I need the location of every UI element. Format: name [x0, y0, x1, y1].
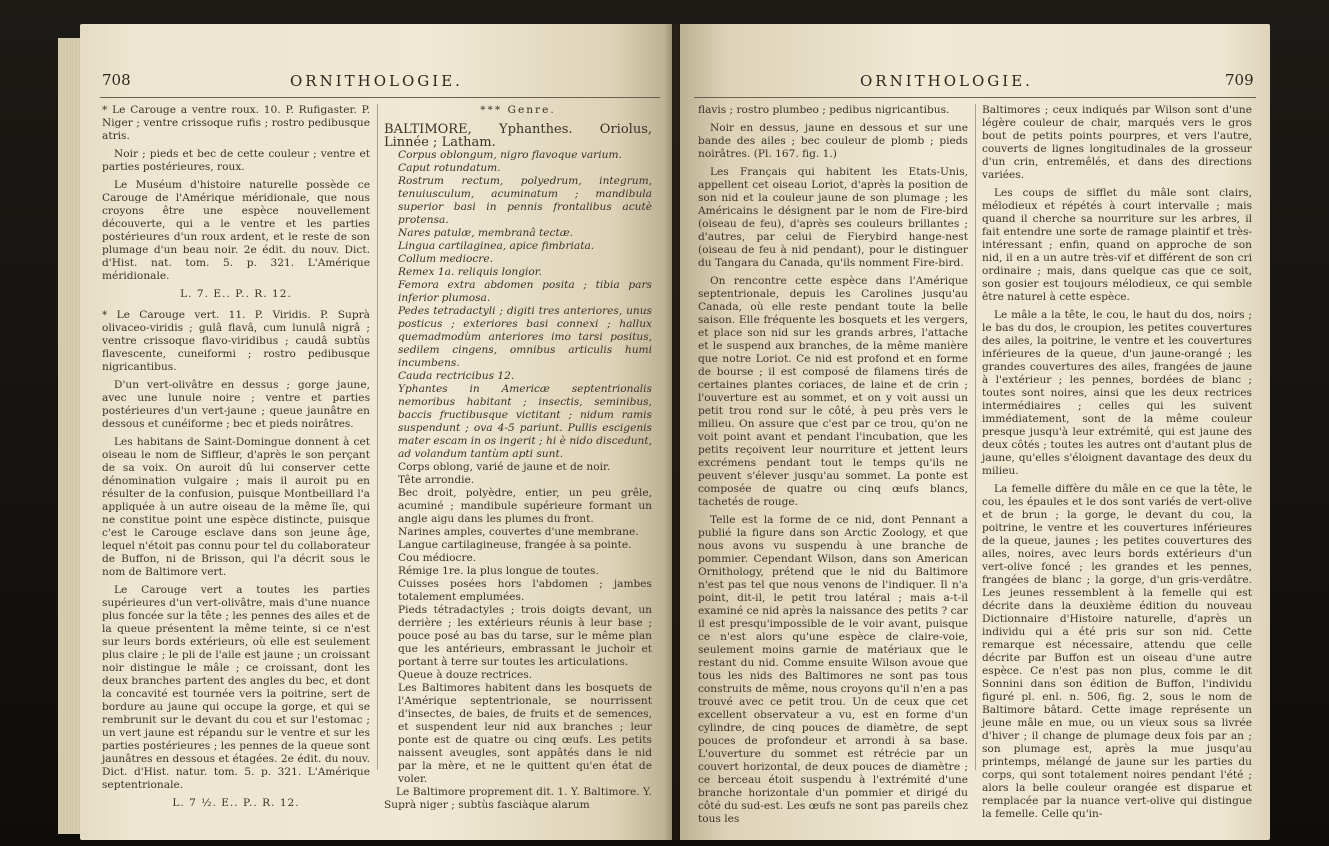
- text-paragraph: On rencontre cette espèce dans l'Amérique septentrionale, depuis les Carolines jusqu'au Canada, où elle reste pendant toute la belle saison. Elle fréquente les bosquets et les vergers, et place son nid sur les grands arbres, l'attache et le suspend aux branches, de la même manière que notre Loriot. Ce nid est profond et en forme de bourse ; il est composé de filamens tirés de certaines plantes coriaces, de laine et de crin ; l'ouverture est au sommet, et on y voit aussi un petit trou rond sur le côté, à peu près vers le milieu. On assure que c'est par ce trou, qu'on ne voit point avant et pendant l'incubation, que les petits reçoivent leur nourriture et jettent leurs excrémens pendant tout le temps qu'ils ne peuvent s'élever jusqu'au sommet. La ponte est composée de quatre ou cinq œufs blancs, tachetés de rouge.: [698, 275, 968, 508]
- text-paragraph: Telle est la forme de ce nid, dont Pennant a publié la figure dans son Arctic Zoology, et que nous avons vu suspendu à une branche de pommier. Cependant Wilson, dans son American Ornithology, prétend que le nid du Baltimore n'est pas tel que nous venons de l'indiquer. Il n'a point, dit-il, le petit trou latéral ; mais a-t-il examiné ce nid après la naissance des petits ? car il est presqu'impossible de le voir avant, puisque ce n'est alors qu'une espèce de claire-voie, seulement moins garnie de matériaux que le restant du nid. Comme ensuite Wilson avoue que tous les nids des Baltimores ne sont pas tous construits de même, nous croyons qu'il n'en a pas trouvé avec ce petit trou. Un de ceux que cet excellent observateur a vu, est en forme d'un cylindre, de cinq pouces de diamètre, de sept pouces de profondeur et arrondi à sa base. L'ouverture du sommet est rétrécie par un couvert horizontal, de deux pouces de diamètre ; ce berceau étoit suspendu à l'extrémité d'une branche horizontale d'un pommier et dirigé du côté du sud-est. Les œufs ne sont pas pareils chez tous les: [698, 514, 968, 825]
- text-paragraph: BALTIMORE, Yphanthes. Oriolus, Linnée ; Latham.: [384, 122, 652, 150]
- text-paragraph: L. 7 ½. E.. P.. R. 12.: [172, 797, 300, 809]
- text-paragraph: D'un vert-olivâtre en dessus ; gorge jaune, avec une lunule noire ; ventre et parties postérieures d'un vert-jaune ; queue jaunâtre en dessous et cunéiforme ; bec et pieds noirâtres.: [102, 379, 370, 430]
- text-paragraph: Les coups de sifflet du mâle sont clairs, mélodieux et répétés à court intervalle ; mais quand il cherche sa nourriture sur les arbres, il fait entendre une sorte de ramage plaintif et très-intéressant ; enfin, quand on approche de son nid, il en a un autre très-vif et différent de son cri ordinaire ; mais, dans quelque cas que ce soit, son gosier est toujours mélodieux, ce qui semble être naturel à cette espèce.: [982, 187, 1252, 303]
- header-rule-left: [100, 97, 660, 98]
- column-separator-left: [377, 104, 378, 770]
- text-paragraph: Les habitans de Saint-Domingue donnent à cet oiseau le nom de Siffleur, d'après le son perçant de sa voix. On auroit dû lui conserver cette dénomination vulgaire ; mais il auroit pu en résulter de la confusion, puisque Montbeillard l'a appliquée à un autre oiseau de la même île, qui ne constitue point une espèce distincte, puisque c'est le Carouge esclave dans son jeune âge, lequel n'étoit pas connu pour tel du collaborateur de Buffon, ni de Brisson, qui l'a décrit sous le nom de Baltimore vert.: [102, 436, 370, 578]
- text-paragraph: Le mâle a la tête, le cou, le haut du dos, noirs ; le bas du dos, le croupion, les petites couvertures des ailes, la poitrine, le ventre et les couvertures inférieures de la queue, d'un jaune-orangé ; les grandes couvertures des ailes, frangées de jaune à l'extérieur ; les pennes, bordées de blanc ; toutes sont noires, ainsi que les deux rectrices intermédiaires ; celles qui les suivent immédiatement, sont de la même couleur presque jusqu'à leur extrémité, qui est jaune des deux côtés ; toutes les autres ont d'autant plus de jaune, qu'elles s'éloignent davantage des deux du milieu.: [982, 309, 1252, 477]
- text-paragraph: Pedes tetradactyli ; digiti tres anteriores, unus posticus ; exteriores basi connexi ; hallux quemadmodùm anteriores imo tarsi positus, sedilem cingens, omnibus articulis humi incumbens.: [398, 305, 652, 369]
- text-paragraph: Pieds tétradactyles ; trois doigts devant, un derrière ; les extérieurs réunis à leur base ; pouce posé au bas du tarse, sur le même plan que les antérieurs, embrassant le juchoir et portant à terre sur toutes les articulations.: [398, 604, 652, 668]
- column-separator-right: [975, 104, 976, 770]
- text-paragraph: Le Muséum d'histoire naturelle possède ce Carouge de l'Amérique méridionale, que nous croyons être une espèce nouvellement découverte, qui a le ventre et les parties postérieures d'un roux ardent, et le reste de son plumage d'un beau noir. 2e édit. du nouv. Dict. d'Hist. nat. tom. 5. p. 321. L'Amérique méridionale.: [102, 179, 370, 282]
- text-paragraph: Yphantes in Americæ septentrionalis nemoribus habitant ; insectis, seminibus, baccis fructibusque victitant ; nidum ramis suspendunt ; ova 4-5 pariunt. Pullis escigenis mater escam in os ingerit ; hi è nido discedunt, ad volandum tantùm apti sunt.: [398, 383, 652, 460]
- text-paragraph: Corpus oblongum, nigro flavoque varium.: [398, 149, 622, 161]
- text-paragraph: Collum mediocre.: [398, 253, 493, 265]
- text-paragraph: Bec droit, polyèdre, entier, un peu grêle, acuminé ; mandibule supérieure formant un angle aigu dans les plumes du front.: [398, 487, 652, 525]
- text-paragraph: Baltimores ; ceux indiqués par Wilson sont d'une légère couleur de chair, marqués vers le gros bout de petits points pourpres, et vers l'autre, couverts de lignes longitudinales de la grosseur d'un crin, entremêlés, et dans des directions variées.: [982, 104, 1252, 181]
- running-head-left: ORNITHOLOGIE.: [290, 72, 463, 90]
- text-paragraph: Rémige 1re. la plus longue de toutes.: [398, 565, 599, 577]
- left-column-2: [384, 104, 652, 817]
- right-column-1: [698, 104, 968, 831]
- left-page: [80, 24, 672, 840]
- text-paragraph: Le Baltimore proprement dit. 1. Y. Baltimore. Y. Suprà niger ; subtùs fasciàque alarum: [384, 786, 652, 811]
- text-paragraph: * Le Carouge vert. 11. P. Viridis. P. Suprà olivaceo-viridis ; gulâ flavâ, cum lunulâ nigrâ ; ventre crissoque flavo-viridibus ; caudâ subtùs flavescente, cuneiformi ; rostro pedibusque nigricantibus.: [102, 309, 370, 373]
- text-paragraph: Noir ; pieds et bec de cette couleur ; ventre et parties postérieures, roux.: [102, 148, 370, 173]
- text-paragraph: Les Français qui habitent les Etats-Unis, appellent cet oiseau Loriot, d'après la position de son nid et la couleur jaune de son plumage ; les Américains le désignent par le nom de Fire-bird (oiseau de feu), d'après ses couleurs brillantes ; d'autres, par celui de Fierybird hange-nest (oiseau de feu à nid pendant), pour le distinguer du Tangara du Canada, qu'ils nomment Fire-bird.: [698, 166, 968, 269]
- text-paragraph: Queue à douze rectrices.: [398, 669, 533, 681]
- left-column-1: [102, 104, 370, 818]
- text-paragraph: Les Baltimores habitent dans les bosquets de l'Amérique septentrionale, se nourrissent d'insectes, de baies, de fruits et de semences, et suspendent leur nid aux branches ; leur ponte est de quatre ou cinq œufs. Les petits naissent aveugles, sont appâtés dans le nid par la mère, et ne le quittent qu'en état de voler.: [398, 682, 652, 785]
- text-paragraph: Rostrum rectum, polyedrum, integrum, tenuiusculum, acuminatum ; mandibula superior basi in pennis frontalibus acutè protensa.: [398, 175, 652, 226]
- text-paragraph: Femora extra abdomen posita ; tibia pars inferior plumosa.: [398, 279, 652, 304]
- text-paragraph: Narines amples, couvertes d'une membrane.: [398, 526, 639, 538]
- right-column-2: [982, 104, 1252, 826]
- text-paragraph: flavis ; rostro plumbeo ; pedibus nigricantibus.: [698, 104, 950, 116]
- header-rule-right: [694, 97, 1256, 98]
- text-paragraph: Nares patulæ, membranâ tectæ.: [398, 227, 574, 239]
- text-paragraph: * Le Carouge a ventre roux. 10. P. Rufigaster. P. Niger ; ventre crissoque rufis ; rostro pedibusque atris.: [102, 104, 370, 142]
- page-number-right: 709: [1225, 71, 1254, 89]
- text-paragraph: Langue cartilagineuse, frangée à sa pointe.: [398, 539, 632, 551]
- text-paragraph: Le Carouge vert a toutes les parties supérieures d'un vert-olivâtre, mais d'une nuance plus foncée sur la tête ; les pennes des ailes et de la queue présentent la même teinte, si ce n'est sur leurs bords extérieurs, où elle est seulement plus claire ; le pli de l'aile est jaune ; un croissant noir distingue le mâle ; ce croissant, dont les deux branches partent des angles du bec, et dont la concavité est tournée vers la poitrine, sert de bordure au jaune qui occupe la gorge, et qui se rembrunit sur le devant du cou et sur l'estomac ; un vert jaune est répandu sur le ventre et sur les parties postérieures ; les pennes de la queue sont jaunâtres en dessous et étagées. 2e édit. du nouv. Dict. d'Hist. natur. tom. 5. p. 321. L'Amérique septentrionale.: [102, 584, 370, 791]
- text-paragraph: Caput rotundatum.: [398, 162, 501, 174]
- text-paragraph: La femelle diffère du mâle en ce que la tête, le cou, les épaules et le dos sont variés de vert-olive et de brun ; la gorge, le devant du cou, la poitrine, le ventre et les couvertures inférieures de la queue, jaunes ; les petites couvertures des ailes, noires, avec leurs bords extérieurs d'un vert-olive foncé ; les grandes et les pennes, frangées de blanc ; la gorge, d'un gris-verdâtre. Les jeunes ressemblent à la femelle qui est décrite dans la deuxième édition du nouveau Dictionnaire d'Histoire naturelle, d'après un individu qui a été pris sur son nid. Cette remarque est nécessaire, attendu que celle décrite par Buffon est un oiseau d'une autre espèce. Ce n'est pas non plus, comme le dit Sonnini dans son édition de Buffon, l'individu figuré pl. enl. n. 506, fig. 2, sous le nom de Baltimore bâtard. Cette image représente un jeune mâle en mue, ou un vieux sous sa livrée d'hiver ; il change de plumage deux fois par an ; son plumage est, après la mue jusqu'au printemps, mélangé de jaune sur les parties du corps, qui sont totalement noires pendant l'été ; alors la belle couleur orangée est disparue et remplacée par la nuance vert-olive qui distingue la femelle. Celle qu'in-: [982, 483, 1252, 820]
- text-paragraph: Remex 1a. reliquis longior.: [398, 266, 543, 278]
- text-paragraph: Lingua cartilaginea, apice fimbriata.: [398, 240, 595, 252]
- right-page: [680, 24, 1270, 840]
- page-number-left: 708: [102, 71, 131, 89]
- running-head-right: ORNITHOLOGIE.: [860, 72, 1033, 90]
- text-paragraph: L. 7. E.. P.. R. 12.: [180, 288, 292, 300]
- text-paragraph: Cauda rectricibus 12.: [398, 370, 515, 382]
- text-paragraph: Cou médiocre.: [398, 552, 477, 564]
- text-paragraph: Noir en dessus, jaune en dessous et sur une bande des ailes ; bec couleur de plomb ; pieds noirâtres. (Pl. 167. fig. 1.): [698, 122, 968, 160]
- text-paragraph: Tête arrondie.: [398, 474, 475, 486]
- text-paragraph: Cuisses posées hors l'abdomen ; jambes totalement emplumées.: [398, 578, 652, 603]
- text-paragraph: *** Genre.: [480, 104, 556, 116]
- text-paragraph: Corps oblong, varié de jaune et de noir.: [398, 461, 611, 473]
